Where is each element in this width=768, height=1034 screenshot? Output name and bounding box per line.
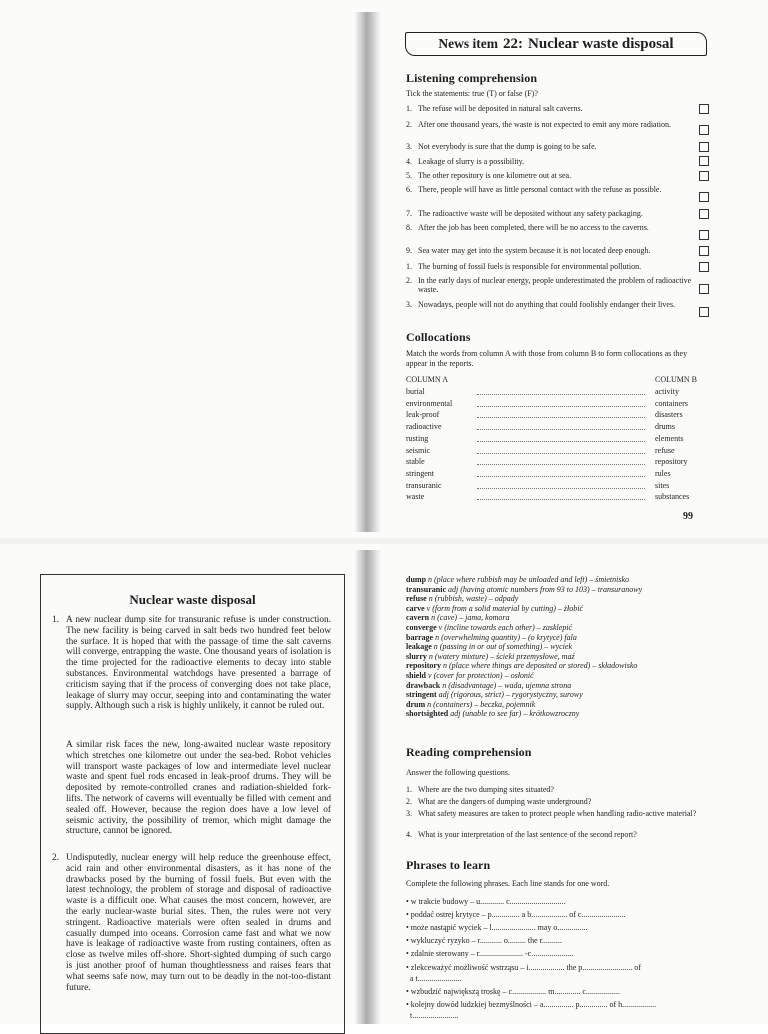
listening-item-text: Not everybody is sure that the dump is going to be safe. xyxy=(418,142,597,151)
answer-line[interactable] xyxy=(477,441,645,442)
reading-question-text: What is your interpretation of the last sentence of the second report? xyxy=(418,830,637,839)
listening-item-number: 5. xyxy=(406,171,412,180)
glossary-entry xyxy=(406,585,736,595)
listening-item-text: The other repository is one kilometre out at sea. xyxy=(418,171,572,180)
column-b-label: COLUMN B xyxy=(655,375,698,384)
glossary-definition: n (passing in or out of something) – wyciek xyxy=(433,642,572,652)
listening-item-number: 2. xyxy=(406,276,412,285)
answer-line[interactable] xyxy=(477,406,645,407)
glossary-entry xyxy=(406,690,736,700)
listening-item xyxy=(406,120,696,129)
listening-instruction: Tick the statements: true (T) or false (F)? xyxy=(406,89,538,98)
listening-item-text: In the early days of nuclear energy, people underestimated the problem of radioactive waste. xyxy=(418,276,692,295)
glossary-definition: n (place where things are deposited or stored) – składowisko xyxy=(442,661,638,671)
phrase-line[interactable]: t....................... xyxy=(406,1011,459,1020)
column-b-word: disasters xyxy=(655,410,683,420)
phrase-line[interactable]: a t...................... xyxy=(406,974,462,983)
listening-item xyxy=(406,171,696,180)
listening-item xyxy=(406,185,696,194)
listening-item-number: 6. xyxy=(406,185,412,194)
glossary-definition: n (rubbish, waste) – odpady xyxy=(428,594,519,604)
answer-line[interactable] xyxy=(477,417,645,418)
column-b-word: sites xyxy=(655,480,670,490)
answer-line[interactable] xyxy=(477,464,645,465)
reading-question xyxy=(406,785,726,794)
glossary-term: carve xyxy=(406,603,425,613)
column-a-word: radioactive xyxy=(406,422,442,432)
column-a-word: environmental xyxy=(406,398,453,408)
glossary-entry xyxy=(406,652,736,662)
paragraph-number: 1. xyxy=(52,615,59,625)
glossary-term: cavern xyxy=(406,613,430,623)
column-a-word: stringent xyxy=(406,468,434,478)
glossary-term: refuse xyxy=(406,594,427,604)
news-item-title: Nuclear waste disposal xyxy=(528,35,674,52)
column-a-word: seismic xyxy=(406,445,430,455)
reading-question-text: What are the dangers of dumping waste underground? xyxy=(418,797,592,806)
glossary-entry xyxy=(406,575,736,585)
glossary-entry xyxy=(406,613,736,623)
paragraph-number: 2. xyxy=(52,853,59,863)
column-b-word: refuse xyxy=(655,445,675,455)
glossary-term: stringent xyxy=(406,690,437,700)
reading-instruction: Answer the following questions. xyxy=(406,768,510,777)
listening-item-text: Sea water may get into the system because it is not located deep enough. xyxy=(418,246,651,255)
tick-checkbox[interactable] xyxy=(699,246,709,256)
glossary-entry xyxy=(406,623,736,633)
listening-item-number: 2. xyxy=(406,120,412,129)
glossary-definition: n (cave) – jama, komora xyxy=(431,613,510,623)
glossary-definition: n (place where rubbish may be unloaded and left) – śmietnisko xyxy=(428,575,630,584)
book-spine-shadow xyxy=(355,550,381,1024)
listening-item-text: Leakage of slurry is a possibility. xyxy=(418,157,525,166)
listening-heading: Listening comprehension xyxy=(406,71,538,85)
glossary-definition: v (cover for protection) – osłonić xyxy=(428,671,534,680)
glossary-term: shield xyxy=(406,671,427,680)
phrase-line[interactable]: • może nastąpić wyciek – l...................... may o............... xyxy=(406,923,588,932)
glossary-term: dump xyxy=(406,575,427,584)
phrase-line[interactable]: • zdalnie sterowany – r...................... -c..................... xyxy=(406,949,574,958)
answer-line[interactable] xyxy=(477,453,645,454)
reading-question xyxy=(406,797,726,806)
glossary-definition: n (disadvantage) – wada, ujemna strona xyxy=(442,680,572,690)
listening-item xyxy=(406,262,696,271)
tick-checkbox[interactable] xyxy=(699,262,709,272)
column-a-word: burial xyxy=(406,387,425,396)
listening-item-text: Nowadays, people will not do anything that could foolishly endanger their lives. xyxy=(418,300,676,309)
phrase-line[interactable]: • kolejny dowód ludzkiej bezmyślności – a............... p.............. of h................. xyxy=(406,1000,657,1009)
collocations-heading: Collocations xyxy=(406,330,471,344)
column-b-word: repository xyxy=(655,457,688,467)
phrase-line[interactable]: • zlekceważyć możliwość wstrząsu – i.................. the p......................... of xyxy=(406,963,641,972)
tick-checkbox[interactable] xyxy=(699,104,709,114)
glossary-definition: adj (rigorous, strict) – rygorystyczny, surowy xyxy=(438,690,583,700)
tick-checkbox[interactable] xyxy=(699,142,709,152)
glossary-entry xyxy=(406,671,736,681)
glossary-term: repository xyxy=(406,661,441,671)
listening-item-number: 3. xyxy=(406,300,412,309)
article-title: Nuclear waste disposal xyxy=(129,592,256,607)
glossary-definition: v (form from a solid material by cutting) – żłobić xyxy=(426,603,584,613)
listening-item xyxy=(406,157,696,166)
tick-checkbox[interactable] xyxy=(699,284,709,294)
column-a-word: leak-proof xyxy=(406,410,440,420)
listening-item xyxy=(406,276,696,294)
listening-item-number: 8. xyxy=(406,223,412,232)
column-b-word: substances xyxy=(655,492,690,502)
column-a-word: stable xyxy=(406,457,425,467)
reading-question-number: 2. xyxy=(406,797,412,806)
tick-checkbox[interactable] xyxy=(699,171,709,181)
listening-item-text: After the job has been completed, there will be no access to the caverns. xyxy=(418,223,649,232)
listening-item-text: The refuse will be deposited in natural salt caverns. xyxy=(418,104,583,113)
glossary-term: shortsighted xyxy=(406,709,449,719)
glossary-term: transuranic xyxy=(406,584,446,594)
phrases-instruction: Complete the following phrases. Each line stands for one word. xyxy=(406,879,610,888)
tick-checkbox[interactable] xyxy=(699,230,709,240)
tick-checkbox[interactable] xyxy=(699,125,709,135)
glossary-entry xyxy=(406,604,736,614)
glossary-term: drawback xyxy=(406,680,441,690)
column-b-word: containers xyxy=(655,398,688,408)
tick-checkbox[interactable] xyxy=(699,192,709,202)
column-b-word: drums xyxy=(655,422,675,432)
article-paragraph: Undisputedly, nuclear energy will help reduce the greenhouse effect, acid rain and other environmental disasters, as it has none of the drawbacks posed by the burning of fossil fuels. But even with the latest technology, the problem of storage and disposal of radioactive waste is a difficult one. What causes the most concern, however, are the early nuclear-waste burial sites. Then, the rules were not very stringent. Radioactive materials were often sealed in drums and casually dumped into oceans. Corrosion came fast and what we now have is leakage of radioactive waste from rusting containers, often as close as twelve miles off-shore. Short-sighted dumping of such cargo is just another proof of human thoughtlessness and raises fears that what seems safe now, may turn out to be deadly in the not-too-distant future. xyxy=(66,853,331,993)
glossary-definition: adj (having atomic numbers from 93 to 103) – transuranowy xyxy=(448,584,643,594)
listening-item xyxy=(406,104,696,113)
glossary-entry xyxy=(406,661,736,671)
column-a-label: COLUMN A xyxy=(406,375,449,384)
listening-item-number: 4. xyxy=(406,157,412,166)
column-b-word: elements xyxy=(655,433,684,443)
phrase-line[interactable]: • wykluczyć ryzyko – r........... o......... the r.......... xyxy=(406,936,562,945)
listening-item-number: 1. xyxy=(406,262,412,271)
glossary-entry xyxy=(406,681,736,691)
answer-line[interactable] xyxy=(477,476,645,477)
reading-question xyxy=(406,809,726,818)
reading-question-number: 1. xyxy=(406,785,412,794)
reading-heading: Reading comprehension xyxy=(406,745,532,759)
collocations-instruction: Match the words from column A with those from column B to form collocations as they appear in the reports. xyxy=(406,349,688,368)
glossary-definition: n (watery mixture) – ścieki przemysłowe, maź xyxy=(428,651,575,661)
glossary-entry xyxy=(406,700,736,710)
answer-line[interactable] xyxy=(477,499,645,500)
glossary-term: slurry xyxy=(406,651,427,661)
glossary-entry xyxy=(406,633,736,643)
listening-item-text: After one thousand years, the waste is not expected to emit any more radiation. xyxy=(418,120,672,129)
listening-item-text: The radioactive waste will be deposited without any safety packaging. xyxy=(418,209,643,218)
listening-item xyxy=(406,246,696,255)
glossary-definition: adj (unable to see far) – krótkowzroczny xyxy=(450,709,580,719)
glossary-term: leakage xyxy=(406,642,432,652)
column-a-word: rusting xyxy=(406,433,429,443)
reading-question xyxy=(406,830,726,839)
glossary-entry xyxy=(406,642,736,652)
listening-item xyxy=(406,142,696,151)
tick-checkbox[interactable] xyxy=(699,307,709,317)
glossary-term: drum xyxy=(406,699,426,709)
answer-line[interactable] xyxy=(477,429,645,430)
answer-line[interactable] xyxy=(477,394,645,395)
book-spine-shadow xyxy=(355,12,381,532)
glossary-definition: n (containers) – beczka, pojemnik xyxy=(427,699,536,709)
glossary-entry xyxy=(406,709,736,719)
glossary-term: converge xyxy=(406,623,437,632)
news-item-title-box xyxy=(405,32,707,56)
listening-item xyxy=(406,300,696,309)
phrase-line[interactable]: • poddać ostrej krytyce – p.............. a b.................. of c...................... xyxy=(406,910,626,919)
news-item-number: 22: xyxy=(503,35,524,52)
phrase-line[interactable]: • w trakcie budowy – u............ c............................ xyxy=(406,897,566,906)
listening-item xyxy=(406,209,696,218)
listening-item-number: 3. xyxy=(406,142,412,151)
news-item-label: News item xyxy=(438,36,499,51)
glossary-term: barrage xyxy=(406,632,434,642)
listening-item-text: The burning of fossil fuels is responsible for environmental pollution. xyxy=(418,262,642,271)
tick-checkbox[interactable] xyxy=(699,156,709,166)
reading-question-text: What safety measures are taken to protect people when handling radio-active material? xyxy=(418,809,697,818)
listening-item xyxy=(406,223,696,232)
answer-line[interactable] xyxy=(477,488,645,489)
article-paragraph: A similar risk faces the new, long-awaited nuclear waste repository which stretches one kilometre out under the sea-bed. Robot vehicles will transport waste packages of low and intermediate level nuclear waste and spent fuel rods encased in leak-proof drums. They will be deposited by remote-controlled cranes and radiation-shielded fork-lifts. The network of caverns will eventually be filled with cement and sealed off. However, because the region does have a low level of seismic activity, the possibility of tremor, which might damage the structure, cannot be ignored. xyxy=(66,740,331,837)
phrases-heading: Phrases to learn xyxy=(406,858,491,872)
reading-question-text: Where are the two dumping sites situated? xyxy=(418,785,554,794)
listening-item-number: 1. xyxy=(406,104,412,113)
glossary-definition: n (overwhelming quantity) – (o krytyce) fala xyxy=(435,632,577,642)
listening-item-number: 7. xyxy=(406,209,412,218)
reading-question-number: 3. xyxy=(406,809,412,818)
column-b-word: rules xyxy=(655,468,671,478)
tick-checkbox[interactable] xyxy=(699,209,709,219)
column-b-word: activity xyxy=(655,387,679,396)
column-a-word: waste xyxy=(406,492,425,502)
phrase-line[interactable]: • wzbudzić największą troskę – c................. m............. c................. xyxy=(406,987,620,996)
listening-item-text: There, people will have as little personal contact with the refuse as possible. xyxy=(418,185,662,194)
glossary-definition: v (incline towards each other) – zasklepić xyxy=(438,623,573,632)
reading-question-number: 4. xyxy=(406,830,412,839)
listening-item-number: 9. xyxy=(406,246,412,255)
glossary-entry xyxy=(406,594,736,604)
article-paragraph: A new nuclear dump site for transuranic refuse is under construction. The new facility is being carved in salt beds two hundred feet below the surface. It is hoped that with the passage of time the salt caverns will converge, entrapping the waste. One thousand years of isolation is the time projected for the radioactive elements to decay into stable substances. Environmental watchdogs have presented a barrage of criticism saying that if the process of converging does not take place, leakage of slurry may occur, seeping into and contaminating the water supply. Although such a risk is highly unlikely, it cannot be ruled out. xyxy=(66,615,331,712)
page-number: 99 xyxy=(683,511,693,522)
column-a-word: transuranic xyxy=(406,480,442,490)
